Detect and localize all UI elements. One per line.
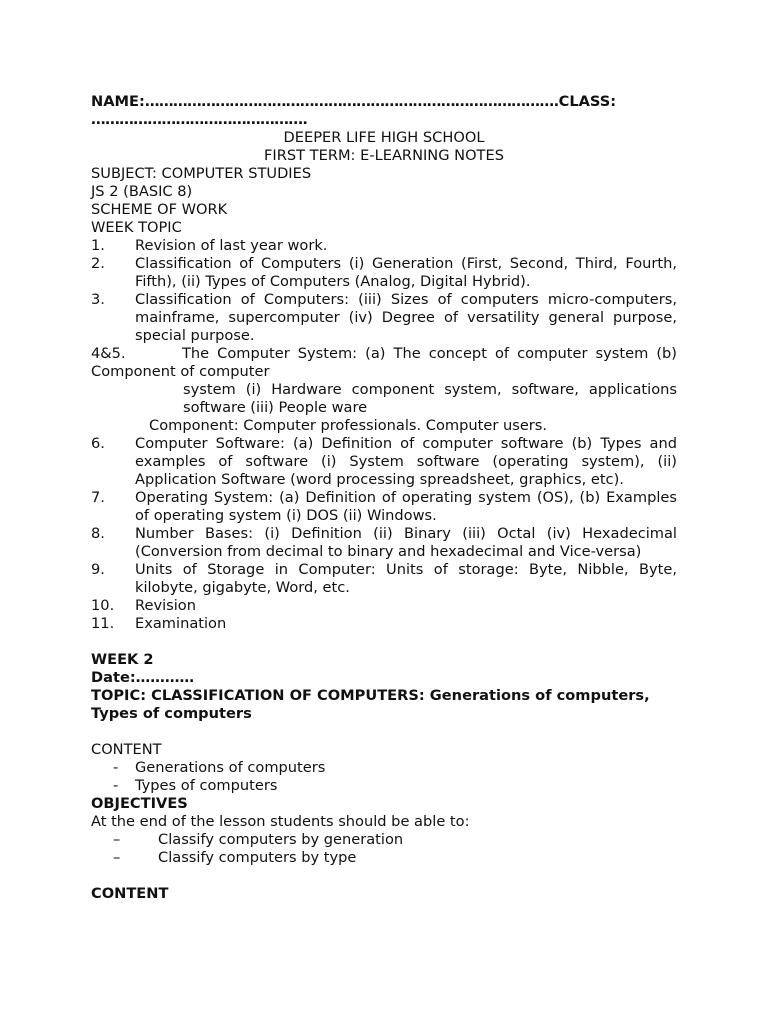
class-blank: ………………………………………. [91,111,308,128]
scheme-title: SCHEME OF WORK [91,201,228,218]
list-item: – Classify computers by type [113,849,357,866]
content-heading: CONTENT [91,741,162,758]
list-item: 2. Classification of Computers (i) Generation (First, Second, Third, Fourth, Fifth), (ii) Types of Computers (Analog, Digital Hybrid). [91,255,677,290]
topic-heading: TOPIC: CLASSIFICATION OF COMPUTERS: Generations of computers, Types of computers [91,687,650,722]
subject-line: SUBJECT: COMPUTER STUDIES [91,165,312,182]
spacer [91,633,677,651]
list-item: 10. Revision [91,597,196,614]
list-item: 3. Classification of Computers: (iii) Sizes of computers micro-computers, mainframe, supercomputer (iv) Degree of versatility general purpose, special purpose. [91,291,677,344]
class-label: CLASS: [558,93,617,110]
school-name: DEEPER LIFE HIGH SCHOOL [283,129,485,146]
weeks-4-5-line3: Component: Computer professionals. Computer users. [149,417,548,434]
weeks-4-5-line1: 4&5. The Computer System: (a) The concept of computer system (b) Component of computer [91,345,682,380]
document-page [91,93,682,903]
list-item: 9. Units of Storage in Computer: Units of storage: Byte, Nibble, Byte, kilobyte, gigabyte, Word, etc. [91,561,677,596]
week-topic-heading: WEEK TOPIC [91,219,182,236]
scheme-list-b [91,435,677,633]
list-item: 7. Operating System: (a) Definition of operating system (OS), (b) Examples of operating system (i) DOS (ii) Windows. [91,489,677,524]
name-label: NAME: [91,93,145,110]
list-item: 6. Computer Software: (a) Definition of computer software (b) Types and examples of software (i) System software (operating system), (ii) Application Software (word processing spreadsheet, graphics, etc). [91,435,677,488]
content-heading-2: CONTENT [91,885,169,902]
list-item: 1. Revision of last year work. [91,237,328,254]
spacer [91,723,677,741]
name-blank: ……………………………………………………………………………. [144,93,559,110]
weeks-4-5-entry [91,345,682,435]
weeks-4-5-line2: system (i) Hardware component system, software, applications software (iii) People ware [183,381,677,416]
spacer [91,867,677,885]
term-title: FIRST TERM: E-LEARNING NOTES [264,147,504,164]
objectives-intro: At the end of the lesson students should be able to: [91,813,470,830]
objectives-heading: OBJECTIVES [91,795,188,812]
list-item: 8. Number Bases: (i) Definition (ii) Binary (iii) Octal (iv) Hexadecimal (Conversion from decimal to binary and hexadecimal and Vice-versa) [91,525,677,560]
content-list [91,759,677,795]
date-line: Date:………… [91,669,195,686]
list-item: - Types of computers [113,777,278,794]
name-class-line [91,93,677,111]
list-item: – Classify computers by generation [113,831,404,848]
list-item: - Generations of computers [113,759,326,776]
class-blank-line [91,111,677,129]
objectives-list [91,831,677,867]
class-level: JS 2 (BASIC 8) [91,183,193,200]
week2-heading: WEEK 2 [91,651,154,668]
list-item: 11. Examination [91,615,227,632]
scheme-list-a [91,237,677,345]
